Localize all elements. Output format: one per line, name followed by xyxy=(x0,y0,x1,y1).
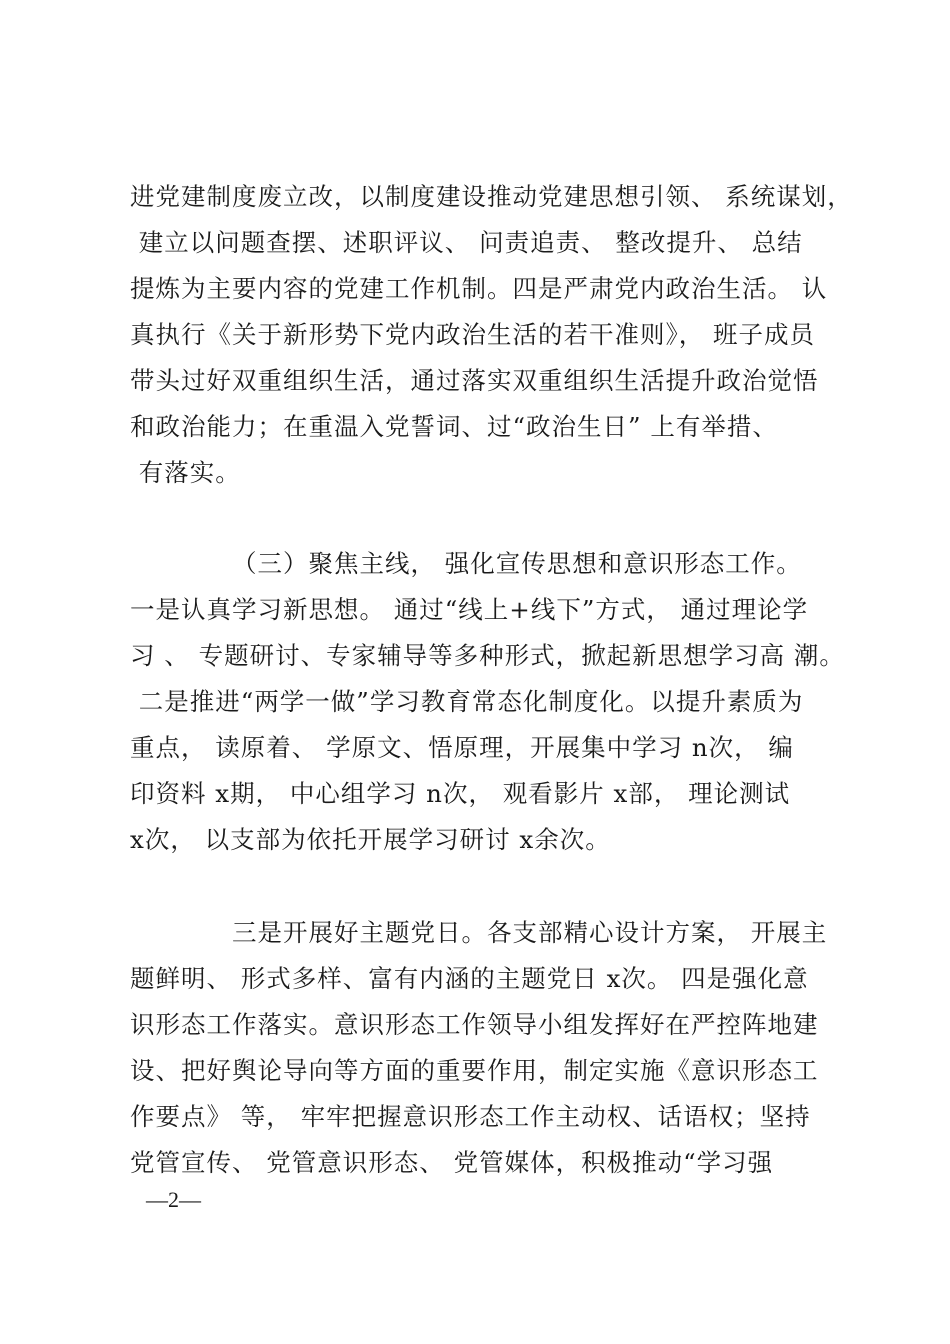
text-line: 有落实。 xyxy=(130,458,241,487)
page-number: —2— xyxy=(146,1187,201,1212)
text-line: 一是认真学习新思想。 通过“线上+线下”方式， 通过理论学 xyxy=(130,595,809,624)
text-line: 二是推进“两学一做”学习教育常态化制度化。以提升素质为 xyxy=(130,687,804,716)
text-line: 带头过好双重组织生活，通过落实双重组织生活提升政治觉悟 xyxy=(130,366,819,395)
text-line: 建立以问题查摆、述职评议、 问责追责、 整改提升、 总结 xyxy=(130,228,803,257)
text-line: 设、把好舆论导向等方面的重要作用，制定实施《意识形态工 xyxy=(130,1056,819,1085)
text-line: 识形态工作落实。意识形态工作领导小组发挥好在严控阵地建 xyxy=(130,1010,819,1039)
text-line: 和政治能力；在重温入党誓词、过“政治生日” 上有举措、 xyxy=(130,412,778,441)
paragraph-first-line: 三是开展好主题党日。各支部精心设计方案， 开展主 xyxy=(232,918,828,947)
section-heading: （三）聚焦主线， 强化宣传思想和意识形态工作。 xyxy=(232,549,802,578)
text-line: 进党建制度废立改，以制度建设推动党建思想引领、 系统谋划， xyxy=(130,182,853,211)
text-line: 题鲜明、 形式多样、富有内涵的主题党日 x次。 四是强化意 xyxy=(130,964,809,993)
text-line: 作要点》 等， 牢牢把握意识形态工作主动权、话语权；坚持 xyxy=(130,1102,811,1131)
text-line: x次， 以支部为依托开展学习研讨 x余次。 xyxy=(130,825,611,854)
text-line: 印资料 x期， 中心组学习 n次， 观看影片 x部， 理论测试 xyxy=(130,779,791,808)
text-line: 党管宣传、 党管意识形态、 党管媒体，积极推动“学习强 xyxy=(130,1148,774,1177)
text-line: 提炼为主要内容的党建工作机制。四是严肃党内政治生活。 认 xyxy=(130,274,828,303)
text-line: 习 、 专题研讨、专家辅导等多种形式，掀起新思想学习高 潮。 xyxy=(130,641,845,670)
text-line: 重点， 读原着、 学原文、悟原理，开展集中学习 n次， 编 xyxy=(130,733,794,762)
text-line: 真执行《关于新形势下党内政治生活的若干准则》， 班子成员 xyxy=(130,320,816,349)
